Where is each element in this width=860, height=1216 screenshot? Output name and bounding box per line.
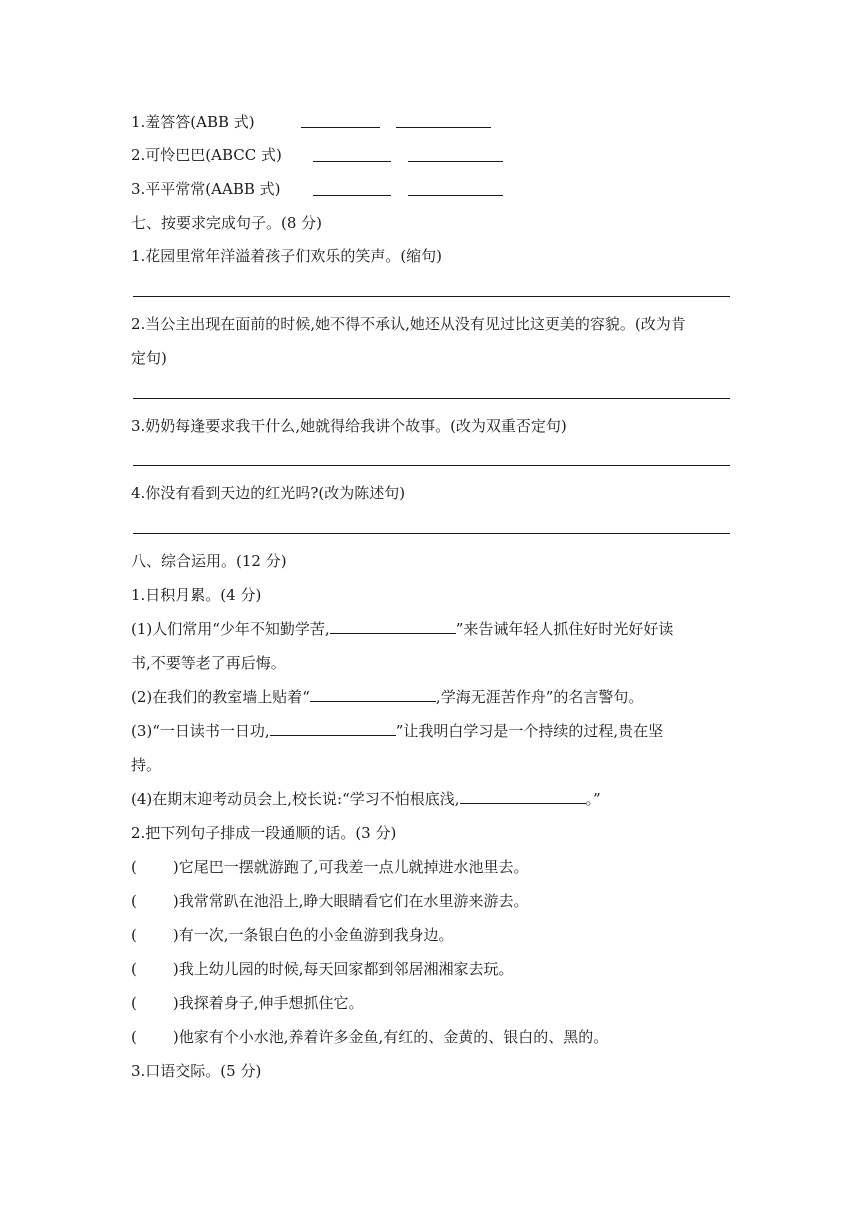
sub-heading: 3.口语交际。(5 分) — [131, 1062, 262, 1080]
order-item — [131, 1027, 608, 1047]
order-paren-close: ) — [172, 994, 179, 1012]
question-text: 定句) — [131, 349, 167, 367]
answer-line[interactable] — [133, 398, 730, 399]
item-text: (4)在期末迎考动员会上,校长说:“学习不怕根底浅, — [131, 790, 460, 808]
item-text: ,学海无涯苦作舟”的名言警句。 — [435, 688, 644, 706]
fill-blank[interactable] — [330, 619, 456, 634]
sub-heading: 2.把下列句子排成一段通顺的话。(3 分) — [131, 824, 397, 842]
item-text: 书,不要等老了再后悔。 — [131, 654, 286, 672]
answer-blank[interactable] — [396, 127, 491, 128]
item-text: ”让我明白学习是一个持续的过程,贵在坚 — [395, 722, 664, 740]
answer-blank[interactable] — [313, 161, 391, 162]
order-sentence: 他家有个小水池,养着许多金鱼,有红的、金黄的、银白的、黑的。 — [178, 1028, 609, 1046]
word-form-2: 2.可怜巴巴(ABCC 式) — [131, 146, 282, 164]
fill-in-item — [131, 687, 643, 707]
item-text: ”来告诫年轻人抓住好时光好好读 — [455, 620, 674, 638]
fill-blank[interactable] — [460, 789, 586, 804]
answer-blank[interactable] — [408, 161, 503, 162]
item-text: (3)“一日读书一日功, — [131, 722, 270, 740]
order-item — [131, 857, 529, 877]
order-item — [131, 959, 514, 979]
fill-in-item — [131, 619, 673, 639]
section-heading: 七、按要求完成句子。(8 分) — [131, 214, 323, 232]
order-paren-close: ) — [172, 858, 179, 876]
item-text: (1)人们常用“少年不知勤学苦, — [131, 620, 330, 638]
order-sentence: 我常常趴在池沿上,睁大眼睛看它们在水里游来游去。 — [178, 892, 529, 910]
answer-blank[interactable] — [408, 195, 503, 196]
order-paren-close: ) — [172, 1028, 179, 1046]
order-sentence: 它尾巴一摆就游跑了,可我差一点儿就掉进水池里去。 — [178, 858, 529, 876]
order-paren-open[interactable]: ( — [131, 926, 137, 944]
section-heading: 八、综合运用。(12 分) — [131, 552, 287, 570]
order-item — [131, 891, 529, 911]
word-form-3: 3.平平常常(AABB 式) — [131, 180, 281, 198]
order-paren-open[interactable]: ( — [131, 858, 137, 876]
question-text: 1.花园里常年洋溢着孩子们欢乐的笑声。(缩句) — [131, 247, 443, 265]
answer-blank[interactable] — [301, 127, 380, 128]
item-text: (2)在我们的教室墙上贴着“ — [131, 688, 310, 706]
order-sentence: 有一次,一条银白色的小金鱼游到我身边。 — [178, 926, 454, 944]
answer-line[interactable] — [133, 533, 730, 534]
item-text: 。” — [585, 790, 601, 808]
order-paren-close: ) — [172, 926, 179, 944]
sub-heading: 1.日积月累。(4 分) — [131, 586, 262, 604]
question-text: 4.你没有看到天边的红光吗?(改为陈述句) — [131, 484, 406, 502]
order-paren-open[interactable]: ( — [131, 1028, 137, 1046]
answer-line[interactable] — [133, 296, 730, 297]
question-text: 2.当公主出现在面前的时候,她不得不承认,她还从没有见过比这更美的容貌。(改为肯 — [131, 315, 686, 333]
order-paren-open[interactable]: ( — [131, 994, 137, 1012]
answer-blank[interactable] — [313, 195, 391, 196]
order-sentence: 我上幼儿园的时候,每天回家都到邻居湘湘家去玩。 — [178, 960, 514, 978]
order-item — [131, 925, 454, 945]
fill-in-item — [131, 721, 663, 741]
order-sentence: 我探着身子,伸手想抓住它。 — [178, 994, 364, 1012]
fill-in-item — [131, 789, 601, 809]
answer-line[interactable] — [133, 465, 730, 466]
order-paren-close: ) — [172, 960, 179, 978]
order-item — [131, 993, 364, 1013]
order-paren-open[interactable]: ( — [131, 892, 137, 910]
fill-blank[interactable] — [310, 687, 436, 702]
item-text: 持。 — [131, 756, 162, 774]
fill-blank[interactable] — [270, 721, 396, 736]
word-form-1: 1.羞答答(ABB 式) — [131, 113, 255, 131]
order-paren-open[interactable]: ( — [131, 960, 137, 978]
question-text: 3.奶奶每逢要求我干什么,她就得给我讲个故事。(改为双重否定句) — [131, 417, 567, 435]
order-paren-close: ) — [172, 892, 179, 910]
